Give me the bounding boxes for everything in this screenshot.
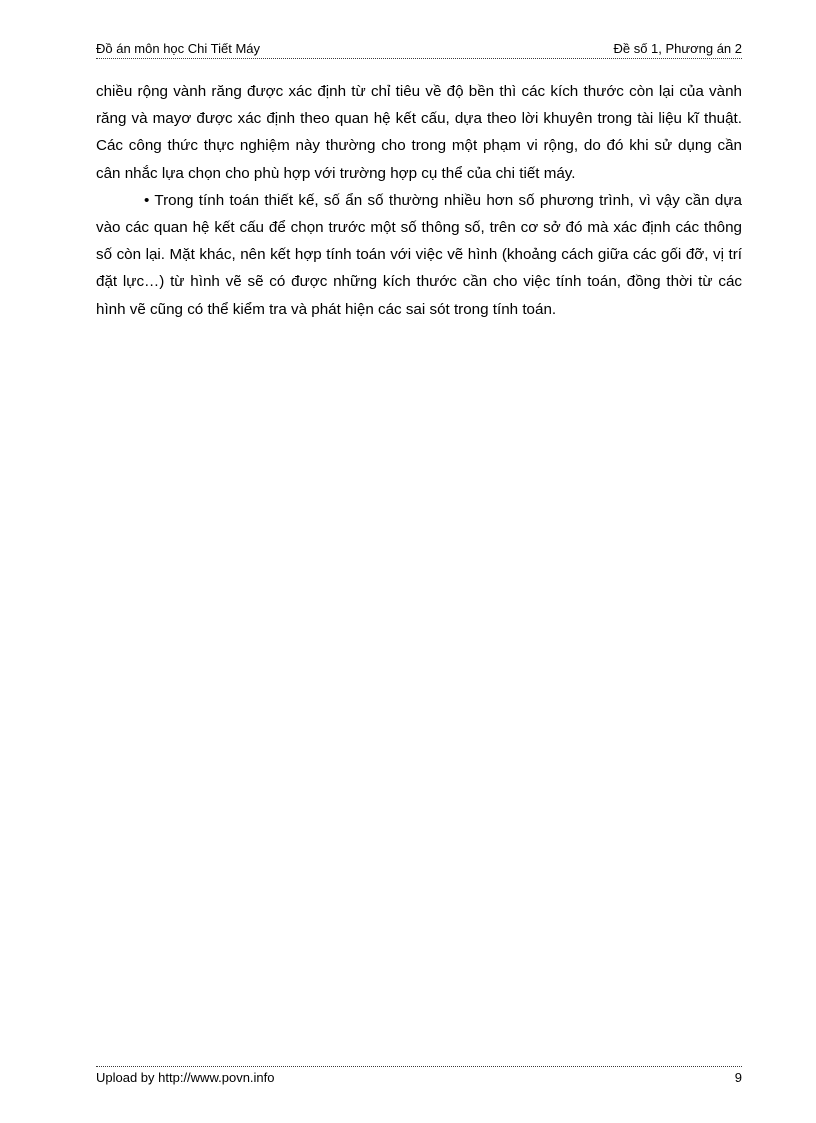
footer-upload-link[interactable]: Upload by http://www.povn.info — [96, 1070, 275, 1085]
header-section-label: Đề số 1, Phương án 2 — [613, 41, 742, 56]
page-header — [96, 36, 742, 59]
body-paragraph: chiều rộng vành răng được xác định từ chỉ tiêu về độ bền thì các kích thước còn lại của vành răng và mayơ được xác định theo quan hệ kết cấu, dựa theo lời khuyên trong tài liệu kĩ thuật. Các công thức thực nghiệm này thường cho trong một phạm vi rộng, do đó khi sử dụng cần cân nhắc lựa chọn cho phù hợp với trường hợp cụ thể của chi tiết máy. — [96, 83, 742, 182]
header-document-title: Đồ án môn học Chi Tiết Máy — [96, 41, 261, 56]
page-content — [96, 78, 742, 323]
page-footer — [96, 1066, 742, 1090]
page-number: 9 — [734, 1070, 742, 1085]
bullet-paragraph — [96, 187, 742, 323]
bullet-paragraph-text: Trong tính toán thiết kế, số ẩn số thường nhiều hơn số phương trình, vì vậy cần dựa vào các quan hệ kết cấu để chọn trước một số thông số, trên cơ sở đó mà xác định các thông số còn lại. Mặt khác, nên kết hợp tính toán với việc vẽ hình (khoảng cách giữa các gối đỡ, vị trí đặt lực…) từ hình vẽ sẽ có được những kích thước cần cho việc tính toán, đồng thời từ các hình vẽ cũng có thể kiểm tra và phát hiện các sai sót trong tính toán. — [96, 191, 742, 318]
bullet-icon: • — [144, 191, 150, 209]
